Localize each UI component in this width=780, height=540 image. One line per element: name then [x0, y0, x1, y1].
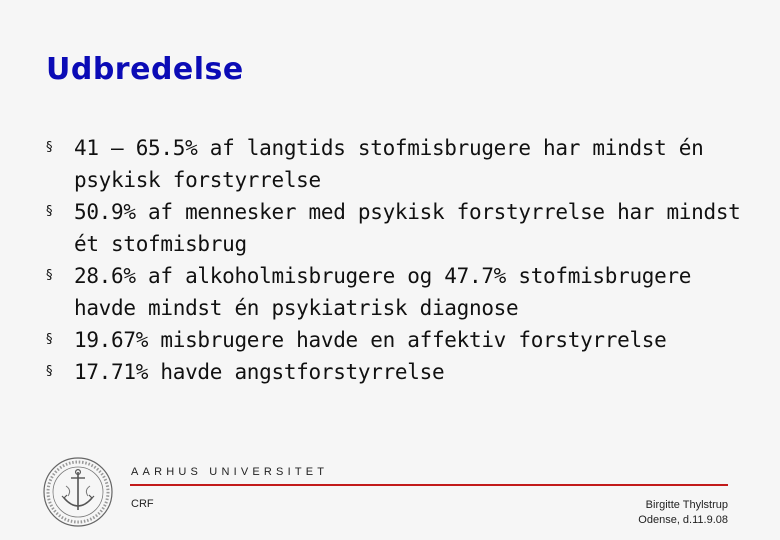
author-block — [638, 498, 728, 528]
department-label: CRF — [131, 498, 154, 510]
bullet-marker-icon: § — [46, 268, 53, 283]
bullet-marker-icon: § — [46, 204, 53, 219]
list-item — [44, 196, 744, 260]
list-item — [44, 260, 744, 324]
bullet-text-line: 17.71% havde angstforstyrrelse — [74, 360, 445, 384]
list-item — [44, 132, 744, 196]
place-date: Odense, d.11.9.08 — [638, 514, 728, 526]
university-name: AARHUS UNIVERSITET — [131, 466, 329, 478]
slide-title: Udbredelse — [46, 52, 244, 87]
bullet-list — [44, 132, 744, 388]
bullet-text-line: 41 – 65.5% af langtids stofmisbrugere har mindst én — [74, 136, 704, 160]
bullet-text-line: 19.67% misbrugere havde en affektiv forstyrrelse — [74, 328, 667, 352]
bullet-text-line: ét stofmisbrug — [74, 232, 247, 256]
bullet-text-line: havde mindst én psykiatrisk diagnose — [74, 296, 519, 320]
bullet-text-line: psykisk forstyrrelse — [74, 168, 321, 192]
list-item — [44, 356, 744, 388]
university-seal-icon — [42, 456, 114, 528]
bullet-marker-icon: § — [46, 140, 53, 155]
bullet-text-line: 50.9% af mennesker med psykisk forstyrrelse har mindst — [74, 200, 741, 224]
bullet-text-line: 28.6% af alkoholmisbrugere og 47.7% stofmisbrugere — [74, 264, 692, 288]
author-name: Birgitte Thylstrup — [645, 499, 728, 511]
footer-divider — [130, 484, 728, 486]
list-item — [44, 324, 744, 356]
bullet-marker-icon: § — [46, 364, 53, 379]
bullet-marker-icon: § — [46, 332, 53, 347]
